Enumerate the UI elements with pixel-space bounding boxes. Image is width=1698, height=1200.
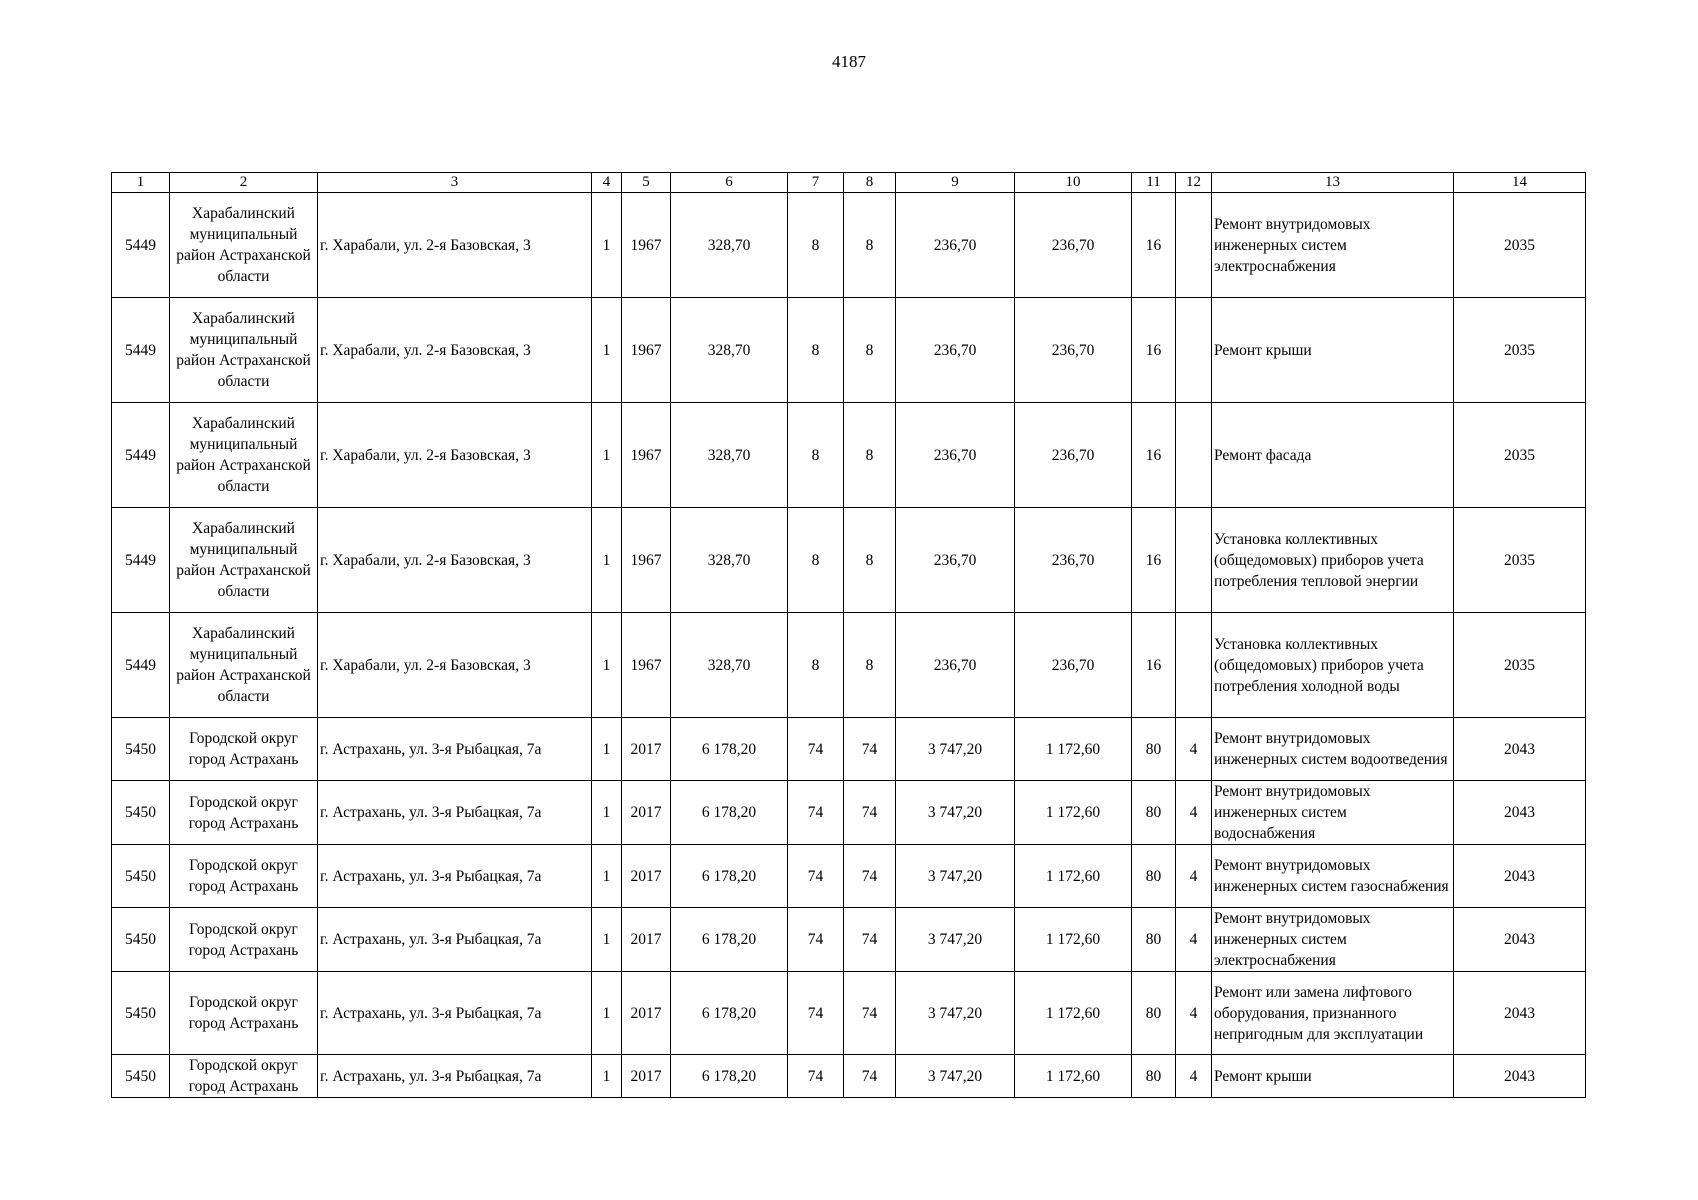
col4-cell: 1 (592, 972, 622, 1055)
col11-cell: 80 (1132, 908, 1176, 972)
column-header: 5 (622, 173, 671, 193)
col4-cell: 1 (592, 908, 622, 972)
col8-cell: 8 (844, 298, 896, 403)
planned-year-cell: 2035 (1454, 508, 1586, 613)
column-header: 3 (318, 173, 592, 193)
col9-cell: 236,70 (896, 508, 1015, 613)
municipality-cell: Харабалинский муниципальный район Астраханской области (170, 613, 318, 718)
address-cell: г. Астрахань, ул. 3-я Рыбацкая, 7а (318, 908, 592, 972)
col9-cell: 236,70 (896, 193, 1015, 298)
table-row (112, 718, 1586, 781)
col7-cell: 74 (788, 781, 844, 845)
col12-cell (1176, 298, 1212, 403)
address-cell: г. Харабали, ул. 2-я Базовская, 3 (318, 298, 592, 403)
col4-cell: 1 (592, 1055, 622, 1098)
col6-cell: 6 178,20 (671, 845, 788, 908)
municipality-cell: Харабалинский муниципальный район Астраханской области (170, 193, 318, 298)
col10-cell: 1 172,60 (1015, 972, 1132, 1055)
column-header: 13 (1212, 173, 1454, 193)
year-cell: 2017 (622, 1055, 671, 1098)
work-type-cell: Ремонт внутридомовых инженерных систем электроснабжения (1212, 193, 1454, 298)
col4-cell: 1 (592, 613, 622, 718)
column-header: 8 (844, 173, 896, 193)
col11-cell: 80 (1132, 972, 1176, 1055)
year-cell: 2017 (622, 718, 671, 781)
planned-year-cell: 2035 (1454, 193, 1586, 298)
col7-cell: 8 (788, 613, 844, 718)
planned-year-cell: 2043 (1454, 781, 1586, 845)
col7-cell: 8 (788, 508, 844, 613)
col4-cell: 1 (592, 508, 622, 613)
col10-cell: 236,70 (1015, 613, 1132, 718)
col6-cell: 6 178,20 (671, 972, 788, 1055)
col12-cell: 4 (1176, 972, 1212, 1055)
year-cell: 2017 (622, 972, 671, 1055)
col10-cell: 236,70 (1015, 403, 1132, 508)
row-number-cell: 5450 (112, 908, 170, 972)
col12-cell (1176, 193, 1212, 298)
table-row (112, 972, 1586, 1055)
col11-cell: 80 (1132, 781, 1176, 845)
work-type-cell: Ремонт внутридомовых инженерных систем электроснабжения (1212, 908, 1454, 972)
col4-cell: 1 (592, 718, 622, 781)
col10-cell: 1 172,60 (1015, 1055, 1132, 1098)
col12-cell (1176, 613, 1212, 718)
planned-year-cell: 2043 (1454, 718, 1586, 781)
row-number-cell: 5449 (112, 193, 170, 298)
col8-cell: 74 (844, 972, 896, 1055)
col10-cell: 1 172,60 (1015, 908, 1132, 972)
col4-cell: 1 (592, 298, 622, 403)
col7-cell: 74 (788, 908, 844, 972)
work-type-cell: Ремонт внутридомовых инженерных систем газоснабжения (1212, 845, 1454, 908)
planned-year-cell: 2035 (1454, 403, 1586, 508)
col6-cell: 328,70 (671, 508, 788, 613)
address-cell: г. Харабали, ул. 2-я Базовская, 3 (318, 508, 592, 613)
municipality-cell: Харабалинский муниципальный район Астраханской области (170, 508, 318, 613)
col10-cell: 1 172,60 (1015, 845, 1132, 908)
col6-cell: 328,70 (671, 298, 788, 403)
year-cell: 2017 (622, 908, 671, 972)
column-header: 14 (1454, 173, 1586, 193)
table-row (112, 908, 1586, 972)
col9-cell: 236,70 (896, 613, 1015, 718)
row-number-cell: 5450 (112, 781, 170, 845)
col6-cell: 328,70 (671, 403, 788, 508)
address-cell: г. Астрахань, ул. 3-я Рыбацкая, 7а (318, 845, 592, 908)
work-type-cell: Ремонт крыши (1212, 298, 1454, 403)
col9-cell: 3 747,20 (896, 845, 1015, 908)
row-number-cell: 5449 (112, 298, 170, 403)
col8-cell: 8 (844, 403, 896, 508)
registry-table (111, 172, 1586, 1098)
work-type-cell: Установка коллективных (общедомовых) приборов учета потребления холодной воды (1212, 613, 1454, 718)
address-cell: г. Харабали, ул. 2-я Базовская, 3 (318, 193, 592, 298)
col4-cell: 1 (592, 845, 622, 908)
col8-cell: 8 (844, 508, 896, 613)
row-number-cell: 5449 (112, 613, 170, 718)
col9-cell: 236,70 (896, 403, 1015, 508)
col12-cell: 4 (1176, 781, 1212, 845)
col6-cell: 6 178,20 (671, 781, 788, 845)
col8-cell: 74 (844, 1055, 896, 1098)
col7-cell: 74 (788, 972, 844, 1055)
table-row (112, 298, 1586, 403)
col10-cell: 236,70 (1015, 298, 1132, 403)
municipality-cell: Городской округ город Астрахань (170, 781, 318, 845)
table-row (112, 613, 1586, 718)
col8-cell: 74 (844, 845, 896, 908)
col10-cell: 1 172,60 (1015, 781, 1132, 845)
row-number-cell: 5449 (112, 403, 170, 508)
col10-cell: 1 172,60 (1015, 718, 1132, 781)
col9-cell: 3 747,20 (896, 718, 1015, 781)
address-cell: г. Астрахань, ул. 3-я Рыбацкая, 7а (318, 781, 592, 845)
col4-cell: 1 (592, 403, 622, 508)
col11-cell: 16 (1132, 403, 1176, 508)
col12-cell: 4 (1176, 845, 1212, 908)
row-number-cell: 5450 (112, 718, 170, 781)
col7-cell: 74 (788, 718, 844, 781)
municipality-cell: Харабалинский муниципальный район Астраханской области (170, 298, 318, 403)
row-number-cell: 5450 (112, 1055, 170, 1098)
municipality-cell: Городской округ город Астрахань (170, 908, 318, 972)
planned-year-cell: 2043 (1454, 908, 1586, 972)
col11-cell: 80 (1132, 845, 1176, 908)
table-row (112, 845, 1586, 908)
col7-cell: 74 (788, 1055, 844, 1098)
column-header: 10 (1015, 173, 1132, 193)
col6-cell: 6 178,20 (671, 1055, 788, 1098)
address-cell: г. Астрахань, ул. 3-я Рыбацкая, 7а (318, 972, 592, 1055)
col11-cell: 80 (1132, 1055, 1176, 1098)
header-row (112, 173, 1586, 193)
work-type-cell: Ремонт или замена лифтового оборудования, признанного непригодным для эксплуатации (1212, 972, 1454, 1055)
table-row (112, 781, 1586, 845)
year-cell: 1967 (622, 613, 671, 718)
column-header: 9 (896, 173, 1015, 193)
planned-year-cell: 2035 (1454, 613, 1586, 718)
table-row (112, 403, 1586, 508)
work-type-cell: Ремонт фасада (1212, 403, 1454, 508)
col12-cell (1176, 403, 1212, 508)
col7-cell: 8 (788, 298, 844, 403)
col4-cell: 1 (592, 781, 622, 845)
year-cell: 2017 (622, 781, 671, 845)
address-cell: г. Харабали, ул. 2-я Базовская, 3 (318, 613, 592, 718)
municipality-cell: Городской округ город Астрахань (170, 972, 318, 1055)
address-cell: г. Астрахань, ул. 3-я Рыбацкая, 7а (318, 718, 592, 781)
page-number: 4187 (832, 52, 866, 71)
year-cell: 1967 (622, 298, 671, 403)
col4-cell: 1 (592, 193, 622, 298)
col7-cell: 8 (788, 403, 844, 508)
col9-cell: 3 747,20 (896, 908, 1015, 972)
planned-year-cell: 2043 (1454, 972, 1586, 1055)
col11-cell: 80 (1132, 718, 1176, 781)
col11-cell: 16 (1132, 298, 1176, 403)
col8-cell: 8 (844, 613, 896, 718)
table-row (112, 193, 1586, 298)
col10-cell: 236,70 (1015, 193, 1132, 298)
work-type-cell: Ремонт внутридомовых инженерных систем водоотведения (1212, 718, 1454, 781)
col11-cell: 16 (1132, 613, 1176, 718)
row-number-cell: 5450 (112, 845, 170, 908)
col9-cell: 3 747,20 (896, 781, 1015, 845)
col6-cell: 328,70 (671, 613, 788, 718)
col8-cell: 74 (844, 781, 896, 845)
planned-year-cell: 2035 (1454, 298, 1586, 403)
col9-cell: 3 747,20 (896, 972, 1015, 1055)
col9-cell: 3 747,20 (896, 1055, 1015, 1098)
col6-cell: 6 178,20 (671, 908, 788, 972)
col7-cell: 74 (788, 845, 844, 908)
address-cell: г. Астрахань, ул. 3-я Рыбацкая, 7а (318, 1055, 592, 1098)
col11-cell: 16 (1132, 508, 1176, 613)
work-type-cell: Ремонт внутридомовых инженерных систем водоснабжения (1212, 781, 1454, 845)
column-header: 12 (1176, 173, 1212, 193)
year-cell: 1967 (622, 508, 671, 613)
col8-cell: 74 (844, 718, 896, 781)
col9-cell: 236,70 (896, 298, 1015, 403)
col7-cell: 8 (788, 193, 844, 298)
col11-cell: 16 (1132, 193, 1176, 298)
col10-cell: 236,70 (1015, 508, 1132, 613)
col12-cell (1176, 508, 1212, 613)
municipality-cell: Городской округ город Астрахань (170, 845, 318, 908)
municipality-cell: Городской округ город Астрахань (170, 718, 318, 781)
table-row (112, 1055, 1586, 1098)
work-type-cell: Ремонт крыши (1212, 1055, 1454, 1098)
municipality-cell: Городской округ город Астрахань (170, 1055, 318, 1098)
col8-cell: 8 (844, 193, 896, 298)
work-type-cell: Установка коллективных (общедомовых) приборов учета потребления тепловой энергии (1212, 508, 1454, 613)
column-header: 11 (1132, 173, 1176, 193)
column-header: 2 (170, 173, 318, 193)
col6-cell: 328,70 (671, 193, 788, 298)
column-header: 6 (671, 173, 788, 193)
planned-year-cell: 2043 (1454, 1055, 1586, 1098)
column-header: 1 (112, 173, 170, 193)
address-cell: г. Харабали, ул. 2-я Базовская, 3 (318, 403, 592, 508)
row-number-cell: 5449 (112, 508, 170, 613)
col6-cell: 6 178,20 (671, 718, 788, 781)
municipality-cell: Харабалинский муниципальный район Астраханской области (170, 403, 318, 508)
year-cell: 1967 (622, 193, 671, 298)
col12-cell: 4 (1176, 1055, 1212, 1098)
year-cell: 2017 (622, 845, 671, 908)
planned-year-cell: 2043 (1454, 845, 1586, 908)
row-number-cell: 5450 (112, 972, 170, 1055)
col12-cell: 4 (1176, 718, 1212, 781)
col12-cell: 4 (1176, 908, 1212, 972)
col8-cell: 74 (844, 908, 896, 972)
table-row (112, 508, 1586, 613)
column-header: 4 (592, 173, 622, 193)
year-cell: 1967 (622, 403, 671, 508)
column-header: 7 (788, 173, 844, 193)
